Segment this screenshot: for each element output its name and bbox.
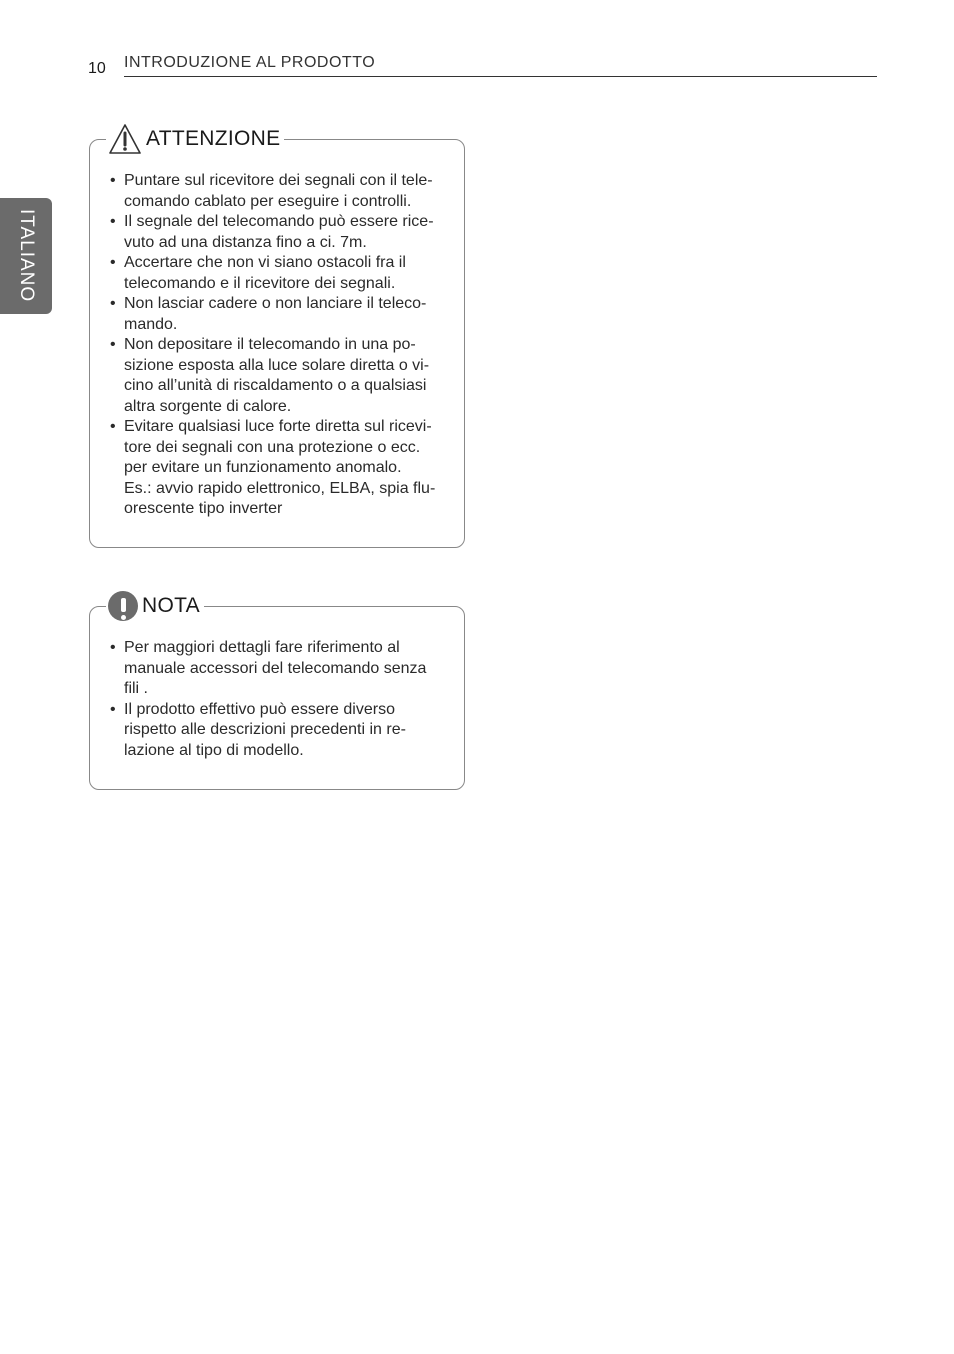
section-title: INTRODUZIONE AL PRODOTTO	[124, 54, 376, 71]
note-title: NOTA	[142, 594, 200, 617]
caution-heading	[106, 120, 284, 158]
list-item	[110, 212, 450, 253]
note-box	[89, 594, 465, 790]
caution-list	[110, 171, 450, 520]
warning-triangle-icon	[108, 123, 142, 155]
bullet-mark: •	[110, 172, 116, 189]
list-item-text: Il prodotto effettivo può essere diverso rispetto alle descrizioni precedenti in re- lazione al tipo di modello.	[124, 700, 406, 759]
list-item-text: Accertare che non vi siano ostacoli fra il telecomando e il ricevitore dei segnali.	[124, 254, 406, 292]
bullet-mark: •	[110, 213, 116, 230]
note-list	[110, 638, 450, 761]
list-item	[110, 700, 450, 762]
bullet-mark: •	[110, 254, 116, 271]
language-tab-label: ITALIANO	[16, 209, 37, 303]
list-item	[110, 417, 450, 520]
header-divider	[124, 76, 877, 77]
caution-box	[89, 127, 465, 548]
list-item	[110, 335, 450, 417]
list-item-text: Per maggiori dettagli fare riferimento al manuale accessori del telecomando senza fili .	[124, 639, 427, 697]
list-item-text: Puntare sul ricevitore dei segnali con il tele- comando cablato per eseguire i controlli.	[124, 172, 433, 210]
caution-title: ATTENZIONE	[146, 127, 281, 150]
page-number: 10	[88, 60, 106, 77]
bullet-mark: •	[110, 336, 116, 353]
list-item-text: Evitare qualsiasi luce forte diretta sul ricevi- tore dei segnali con una protezione o ecc. per evitare un funzionamento anomalo. Es.: avvio rapido elettronico, ELBA, spia flu- orescente tipo inverter	[124, 418, 436, 517]
exclamation-circle-icon	[108, 591, 138, 621]
bullet-mark: •	[110, 418, 116, 435]
list-item	[110, 638, 450, 700]
list-item	[110, 294, 450, 335]
bullet-mark: •	[110, 295, 116, 312]
list-item	[110, 253, 450, 294]
bullet-mark: •	[110, 639, 116, 656]
note-heading	[106, 587, 204, 625]
list-item-text: Non lasciar cadere o non lanciare il teleco- mando.	[124, 295, 427, 333]
bullet-mark: •	[110, 700, 116, 718]
list-item	[110, 171, 450, 212]
list-item-text: Il segnale del telecomando può essere rice- vuto ad una distanza fino a ci. 7m.	[124, 213, 434, 251]
list-item-text: Non depositare il telecomando in una po- sizione esposta alla luce solare diretta o vi- cino all’unità di riscaldamento o a qualsiasi altra sorgente di calore.	[124, 336, 430, 415]
